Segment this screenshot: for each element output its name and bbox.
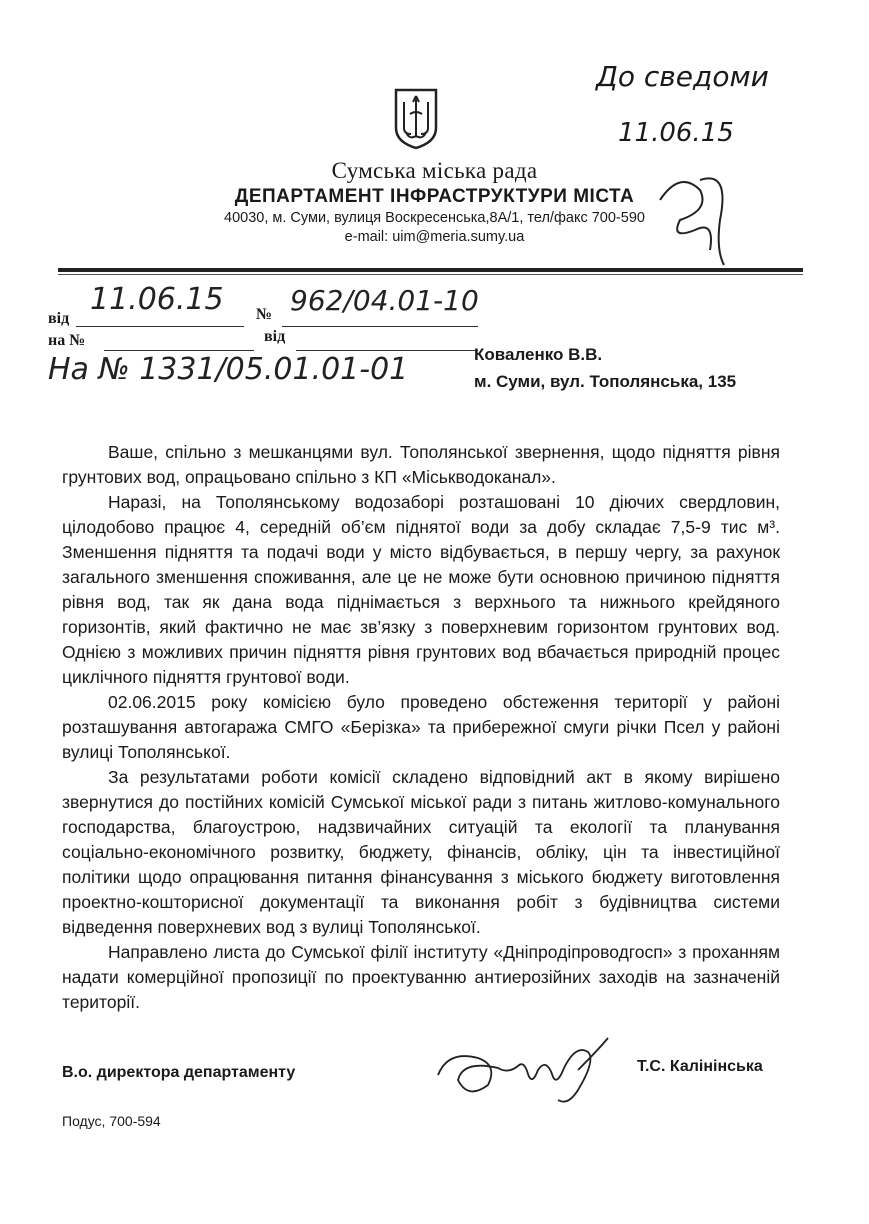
resolution-date: 11.06.15 xyxy=(618,118,734,148)
reply-from-underline xyxy=(296,350,478,351)
org-name: Сумська міська рада xyxy=(331,158,538,183)
header-rule-thick xyxy=(58,268,803,272)
body-paragraph: Ваше, спільно з мешканцями вул. Тополянської звернення, щодо підняття рівня грунтових вод, опрацьовано спільно з КП «Міськводоканал». xyxy=(62,442,780,487)
coat-of-arms-icon xyxy=(393,88,439,150)
reply-from-label: від xyxy=(264,328,286,345)
signature-scribble xyxy=(428,1030,618,1110)
email-line: e-mail: uim@meria.sumy.ua xyxy=(344,229,525,245)
reply-number-underline xyxy=(104,350,254,351)
from-label: від xyxy=(48,310,70,327)
department-name: ДЕПАРТАМЕНТ ІНФРАСТРУКТУРИ МІСТА xyxy=(234,186,635,207)
recipient-address: м. Суми, вул. Тополянська, 135 xyxy=(474,372,737,391)
executor-info: Подус, 700-594 xyxy=(62,1113,161,1129)
number-label: № xyxy=(256,306,273,323)
letter-body xyxy=(62,440,780,1015)
body-paragraph: Наразі, на Тополянському водозаборі розташовані 10 діючих свердловин, цілодобово працює 4, середній об’єм піднятої води за добу складає 7,5-9 тис м³. Зменшення підняття та подачі води у місто відбувається, в першу чергу, за рахунок загального зменшення споживання, але це не може бути основною причиною підняття рівня вод, так як дана вода піднімається з верхнього та нижнього крейдяного горизонтів, який фактично не має зв’язку з поверхневим горизонтом грунтових вод. Однією з можливих причин підняття рівня грунтових вод вбачається природній процес циклічного підняття грунтової води. xyxy=(62,492,780,687)
body-paragraph: 02.06.2015 року комісією було проведено обстеження території у районі розташування автогаража СМГО «Берізка» та прибережної смуги річки Псел у районі вулиці Тополянської. xyxy=(62,692,780,762)
body-paragraph: Направлено листа до Сумської філії інституту «Дніпродіпроводгосп» з проханням надати комерційної пропозиції по проектуванню антиерозійних заходів на зазначеній території. xyxy=(62,942,780,1012)
header-rule-thin xyxy=(58,274,803,275)
signer-position: В.о. директора департаменту xyxy=(62,1064,296,1081)
resolution-text: До сведоми xyxy=(596,60,769,93)
number-underline xyxy=(282,326,478,327)
address-line: 40030, м. Суми, вулиця Воскресенська,8А/1, тел/факс 700-590 xyxy=(224,210,645,226)
signer-name: Т.С. Калінінська xyxy=(637,1058,763,1075)
reply-number-value: На № 1331/05.01.01-01 xyxy=(48,352,409,387)
recipient-name: Коваленко В.В. xyxy=(474,345,603,364)
body-paragraph: За результатами роботи комісії складено відповідний акт в якому вирішено звернутися до постійних комісій Сумської міської ради з питань житлово-комунального господарства, благоустрою, надзвичайних ситуацій та екології та планування соціально-економічного розвитку, бюджету, фінансів, обліку, цін та інвестиційної політики щодо опрацювання питання фінансування з міського бюджету виготовлення проектно-кошторисної документації та виконання робіт з будівництва системи відведення поверхневих вод з вулиці Тополянської. xyxy=(62,767,780,937)
reply-number-label: на № xyxy=(48,332,86,349)
reg-number: 962/04.01-10 xyxy=(290,284,479,317)
reg-date: 11.06.15 xyxy=(90,282,224,317)
date-underline xyxy=(76,326,244,327)
